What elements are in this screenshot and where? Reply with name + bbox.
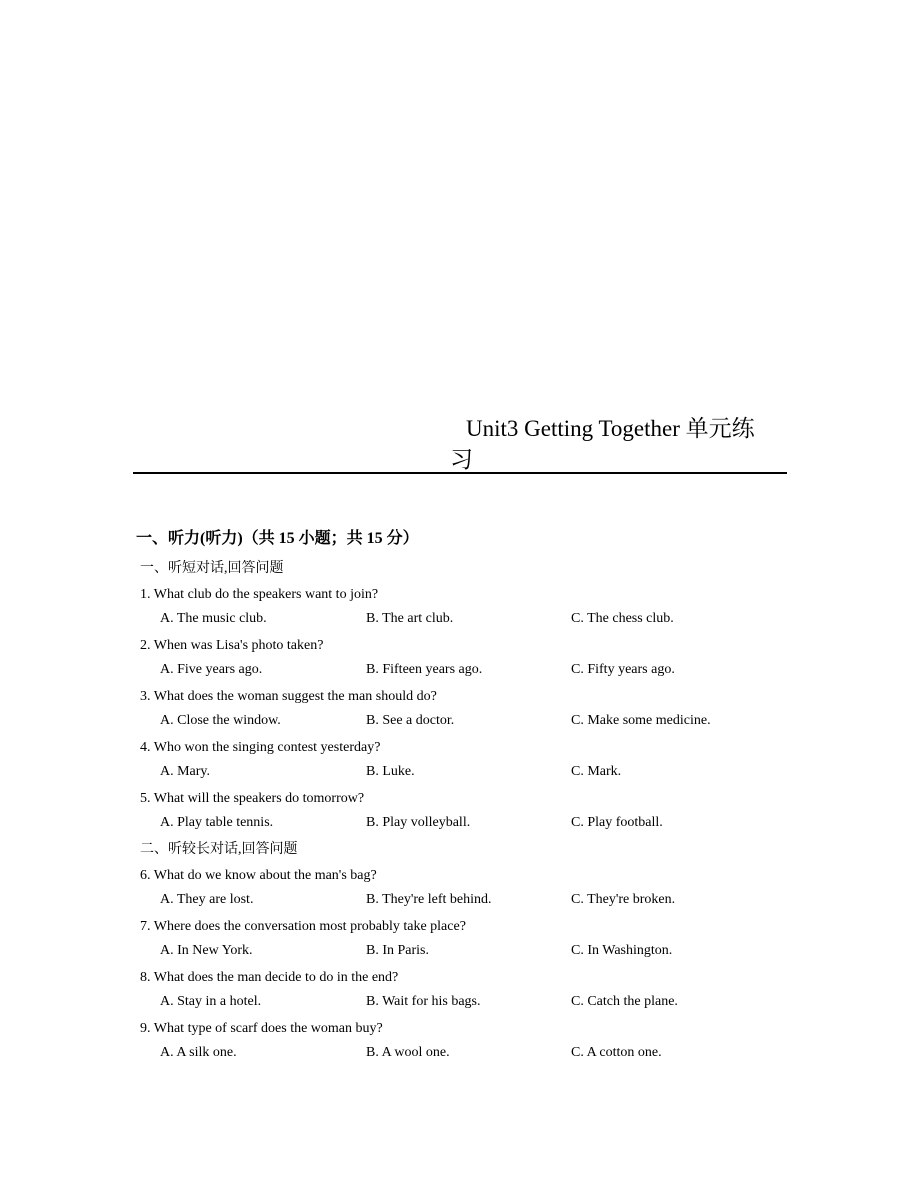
answer-option: A. Mary. (160, 764, 211, 779)
answer-options (140, 891, 800, 918)
question-text: 5. What will the speakers do tomorrow? (140, 791, 365, 806)
question-text: 3. What does the woman suggest the man should do? (140, 689, 437, 704)
answer-options (140, 1044, 800, 1071)
document-title: Unit3 Getting Together 单元练 (466, 416, 755, 441)
answer-option: C. Play football. (571, 815, 663, 830)
answer-options (140, 610, 800, 637)
answer-option: B. They're left behind. (366, 892, 492, 907)
part-heading: 二、听较长对话,回答问题 (140, 842, 298, 857)
answer-option: A. Five years ago. (160, 662, 263, 677)
answer-option: A. In New York. (160, 943, 253, 958)
answer-option: C. Catch the plane. (571, 994, 678, 1009)
question-list (140, 560, 800, 1071)
section-heading: 一、听力(听力)（共 15 小题；共 15 分） (136, 530, 419, 547)
answer-option: C. They're broken. (571, 892, 676, 907)
answer-option: B. See a doctor. (366, 713, 455, 728)
answer-option: B. A wool one. (366, 1045, 450, 1060)
answer-option: A. A silk one. (160, 1045, 237, 1060)
answer-options (140, 661, 800, 688)
answer-option: B. The art club. (366, 611, 454, 626)
question-text: 6. What do we know about the man's bag? (140, 868, 377, 883)
answer-option: A. Close the window. (160, 713, 281, 728)
answer-options (140, 942, 800, 969)
title-divider (133, 472, 787, 474)
answer-option: C. In Washington. (571, 943, 673, 958)
answer-options (140, 993, 800, 1020)
question-text: 9. What type of scarf does the woman buy? (140, 1021, 383, 1036)
question-text: 8. What does the man decide to do in the end? (140, 970, 399, 985)
answer-option: B. Luke. (366, 764, 415, 779)
answer-option: A. Stay in a hotel. (160, 994, 262, 1009)
answer-options (140, 814, 800, 841)
answer-option: C. Fifty years ago. (571, 662, 675, 677)
answer-options (140, 763, 800, 790)
question-text: 7. Where does the conversation most probably take place? (140, 919, 466, 934)
question-text: 2. When was Lisa's photo taken? (140, 638, 324, 653)
question-text: 4. Who won the singing contest yesterday? (140, 740, 381, 755)
document-title-continued: 习 (450, 447, 473, 472)
answer-option: C. A cotton one. (571, 1045, 662, 1060)
answer-option: B. Fifteen years ago. (366, 662, 483, 677)
answer-option: C. Make some medicine. (571, 713, 711, 728)
answer-option: B. Wait for his bags. (366, 994, 481, 1009)
part-heading: 一、听短对话,回答问题 (140, 561, 284, 576)
answer-option: B. Play volleyball. (366, 815, 471, 830)
answer-option: A. Play table tennis. (160, 815, 274, 830)
answer-option: A. The music club. (160, 611, 267, 626)
question-text: 1. What club do the speakers want to join? (140, 587, 379, 602)
answer-option: C. Mark. (571, 764, 622, 779)
answer-option: A. They are lost. (160, 892, 254, 907)
answer-option: B. In Paris. (366, 943, 429, 958)
answer-option: C. The chess club. (571, 611, 674, 626)
answer-options (140, 712, 800, 739)
